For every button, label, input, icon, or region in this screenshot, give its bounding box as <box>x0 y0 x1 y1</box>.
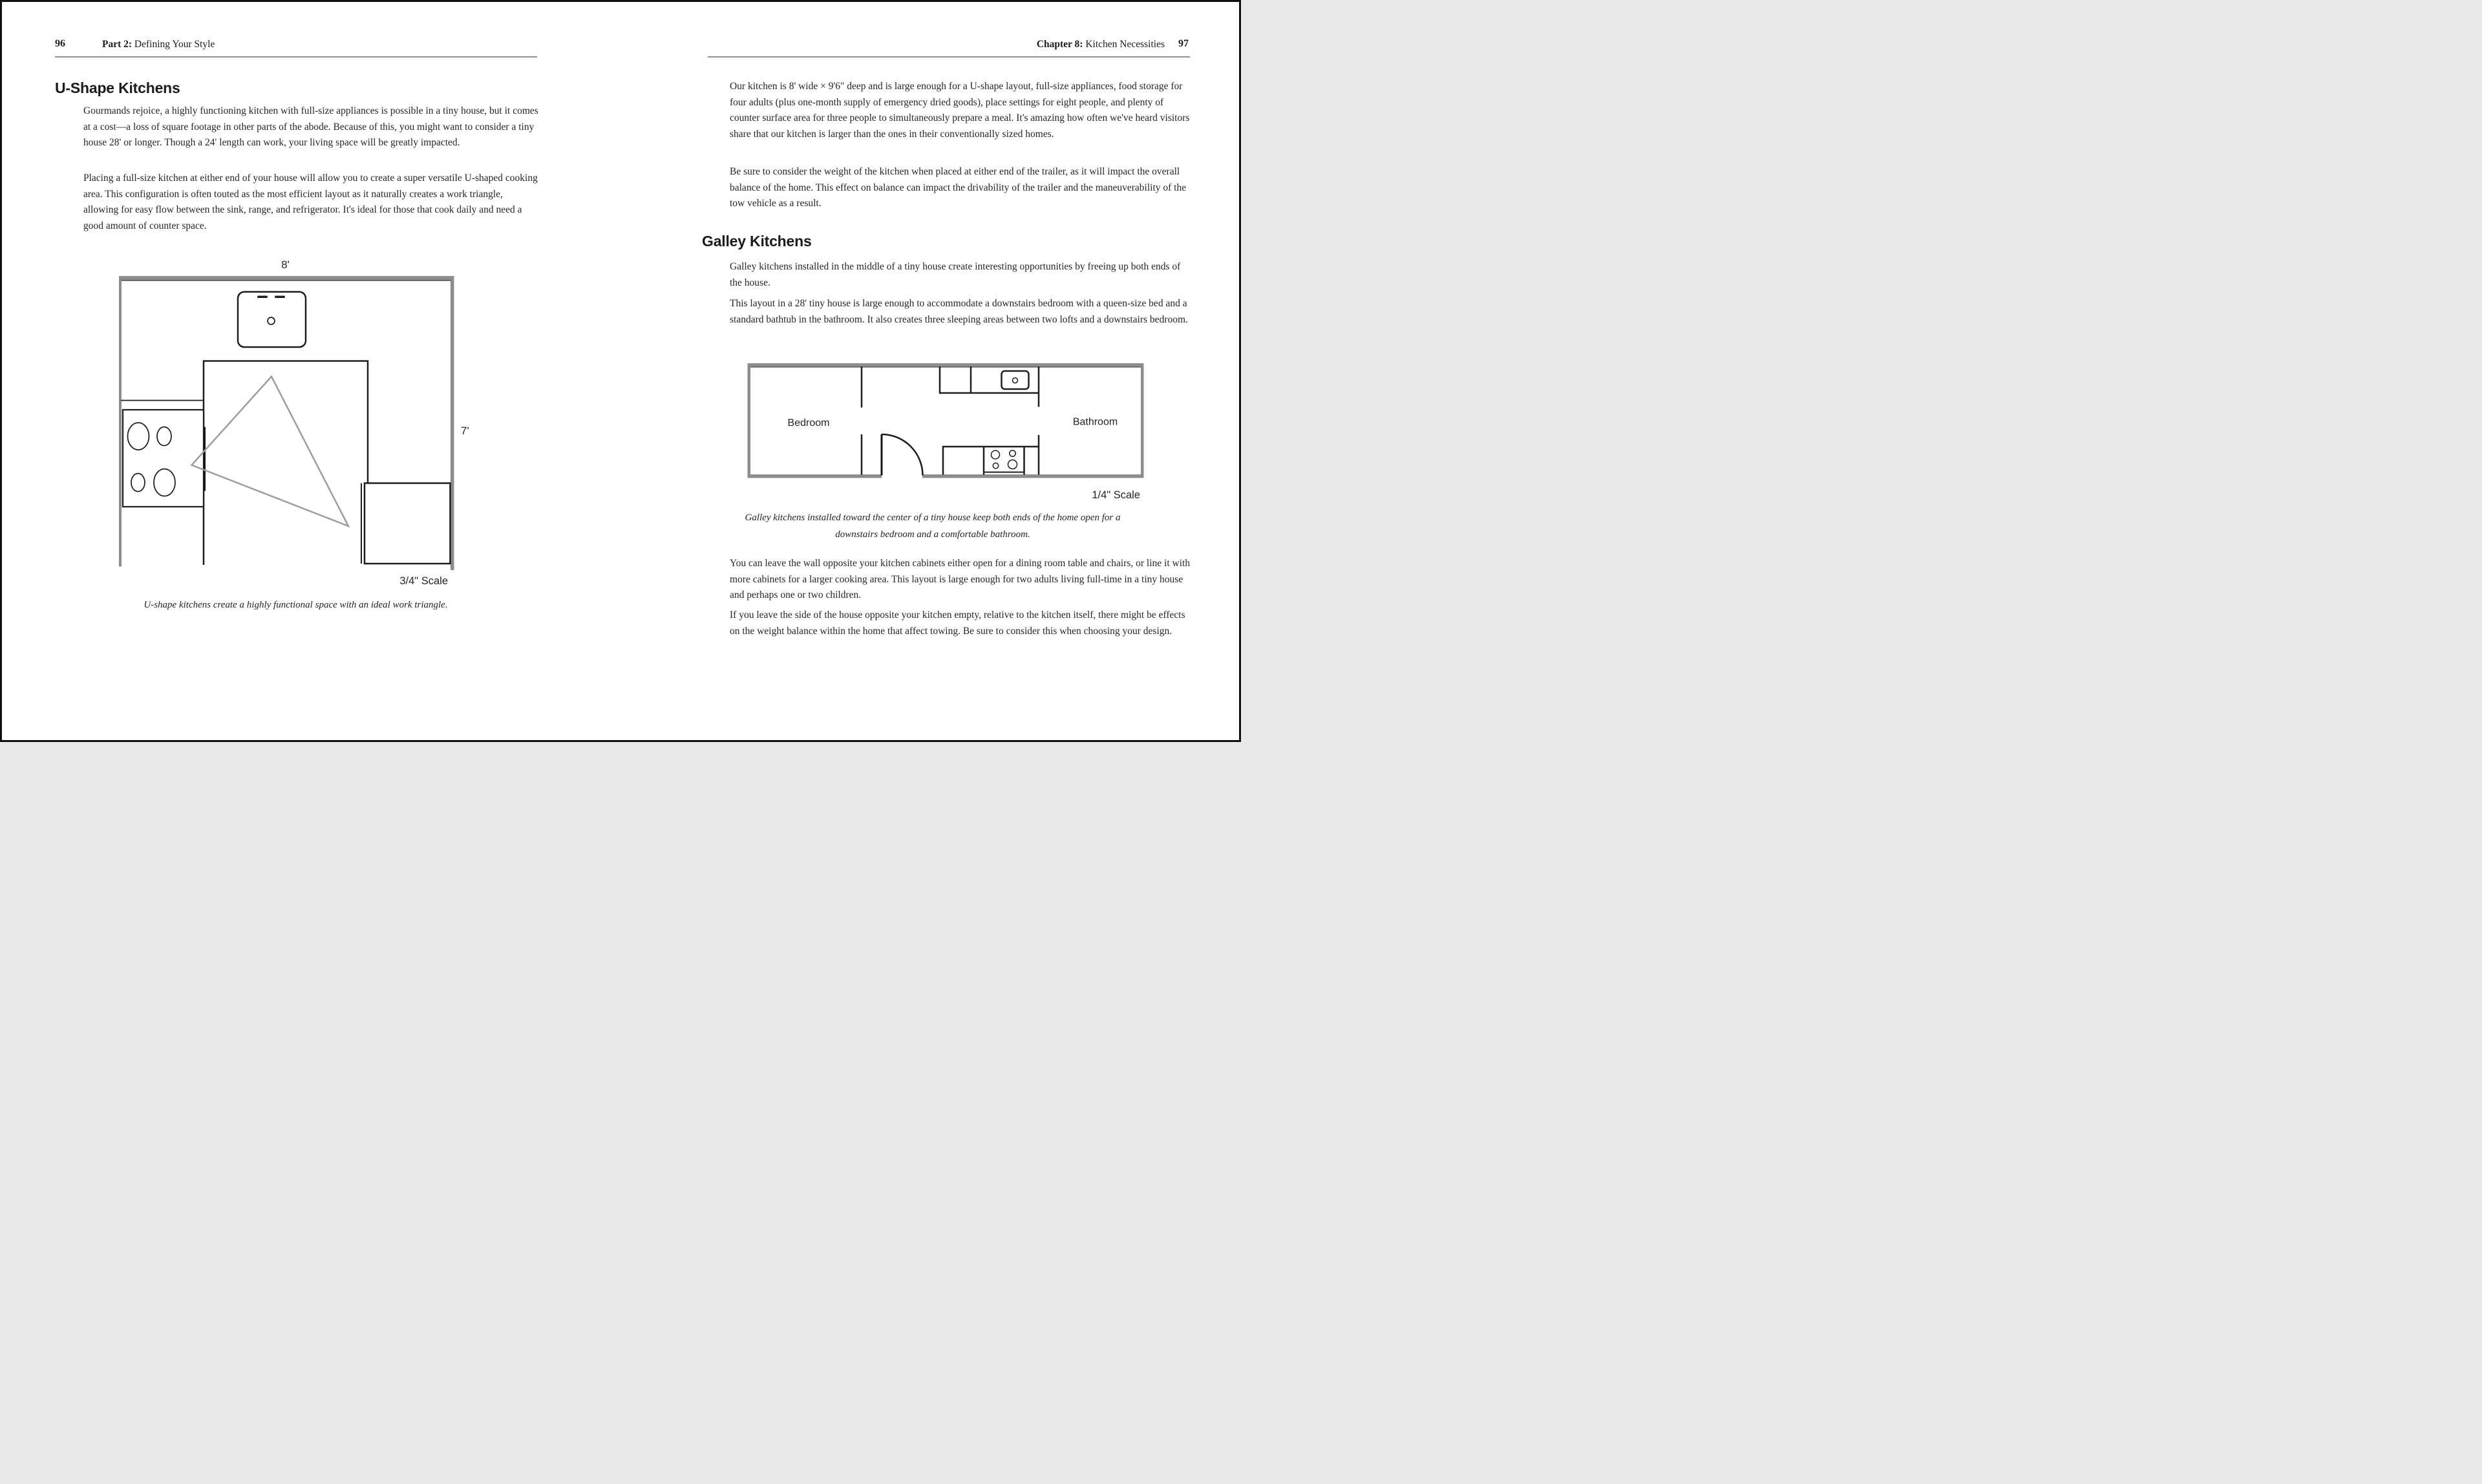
left-running-head-title: Defining Your Style <box>132 39 215 50</box>
left-figure-caption: U-shape kitchens create a highly functional space with an ideal work triangle. <box>143 600 448 610</box>
left-running-head <box>102 39 215 50</box>
left-paragraph-1: Gourmands rejoice, a highly functioning kitchen with full-size appliances is possible in a tiny house, but it comes at a cost—a loss of square footage in other parts of the abode. Because of this, you might want to consider a tiny house 28' or longer. Though a 24' length can work, your living space will be greatly impacted. <box>83 105 538 149</box>
left-paragraph-2: Placing a full-size kitchen at either end of your house will allow you to create a super versatile U-shaped cooking area. This configuration is often touted as the most efficient layout as it naturally creates a work triangle, allowing for easy flow between the sink, range, and refrigerator. It's ideal for those that cook daily and need a good amount of counter space. <box>83 173 538 231</box>
right-running-head <box>708 39 1165 50</box>
plan1-sink-drain <box>268 317 275 324</box>
section-heading-galley: Galley Kitchens <box>702 233 812 249</box>
plan2-sink-drain <box>1013 378 1018 383</box>
left-header-rule <box>55 56 537 58</box>
right-running-head-chapter: Chapter 8: <box>1036 39 1083 50</box>
plan1-right-wall <box>451 276 454 570</box>
left-running-head-part: Part 2: <box>102 39 133 50</box>
plan1-scale-label: 3/4" Scale <box>399 575 448 587</box>
right-paragraph-2: Be sure to consider the weight of the kitchen when placed at either end of the trailer, as it will impact the overall balance of the home. This effect on balance can impact the drivability of the trailer and the maneuverability of the tow vehicle as a result. <box>730 166 1187 209</box>
left-page-number: 96 <box>55 38 65 49</box>
plan2-right-wall <box>1141 363 1144 478</box>
plan1-faucet-handle-right <box>275 296 285 299</box>
right-figure-caption <box>690 510 1176 543</box>
right-figure-caption-line2: downstairs bedroom and a comfortable bathroom. <box>835 529 1030 540</box>
plan2-door-swing-arc <box>882 434 923 476</box>
plan2-burner-large-bottom-right <box>1008 460 1017 469</box>
right-paragraph-1: Our kitchen is 8' wide × 9'6" deep and is large enough for a U-shape layout, full-size appliances, food storage for four adults (plus one-month supply of emergency dried goods), place settings for eight people, and plenty of counter surface area for three people to simultaneously prepare a meal. It's amazing how often we've heard visitors share that our kitchen is larger than the ones in their conventionally sized homes. <box>730 81 1190 140</box>
plan2-top-wall <box>748 363 1144 367</box>
galley-kitchen-floor-plan <box>742 357 1156 503</box>
right-page-number: 97 <box>1178 38 1189 49</box>
section-heading-u-shape: U-Shape Kitchens <box>55 80 180 96</box>
plan1-refrigerator <box>365 483 451 564</box>
plan1-top-wall <box>119 276 454 281</box>
plan1-counter-outline <box>204 361 368 566</box>
plan1-range <box>123 410 204 507</box>
plan1-work-triangle <box>192 377 349 527</box>
plan1-faucet-handle-left <box>257 296 268 299</box>
right-running-head-title: Kitchen Necessities <box>1083 39 1165 50</box>
u-shape-kitchen-floor-plan <box>112 254 474 593</box>
plan2-burner-small-top-right <box>1010 450 1016 457</box>
plan2-left-wall <box>748 363 751 478</box>
right-paragraph-6: If you leave the side of the house opposite your kitchen empty, relative to the kitchen itself, there might be effects on the weight balance within the home that affect towing. Be sure to consider this when choosing your design. <box>730 610 1185 637</box>
plan2-bottom-wall-right <box>922 474 1144 478</box>
plan2-burner-large-top-left <box>992 450 1000 459</box>
right-paragraph-4: This layout in a 28' tiny house is large enough to accommodate a downstairs bedroom with a queen-size bed and a standard bathtub in the bathroom. It also creates three sleeping areas between two lofts and a downstairs bedroom. <box>730 298 1188 325</box>
plan2-bottom-wall-left <box>748 474 882 478</box>
book-spread <box>0 0 1241 742</box>
right-figure-caption-line1: Galley kitchens installed toward the center of a tiny house keep both ends of the home open for a <box>745 513 1121 523</box>
plan2-burner-small-bottom-left <box>993 463 999 469</box>
plan1-left-wall <box>119 276 122 567</box>
plan2-bathroom-label: Bathroom <box>1072 416 1118 428</box>
plan2-bedroom-label: Bedroom <box>787 418 830 429</box>
plan1-height-label: 7' <box>461 425 469 437</box>
right-paragraph-5: You can leave the wall opposite your kitchen cabinets either open for a dining room table and chairs, or line it with more cabinets for a larger cooking area. This layout is large enough for two adults living full-time in a tiny house and perhaps one or two children. <box>730 558 1191 601</box>
plan1-width-label: 8' <box>281 259 290 271</box>
right-paragraph-3: Galley kitchens installed in the middle of a tiny house create interesting opportunities by freeing up both ends of the house. <box>730 261 1181 288</box>
plan2-scale-label: 1/4" Scale <box>1092 489 1140 501</box>
right-header-rule <box>708 56 1190 58</box>
